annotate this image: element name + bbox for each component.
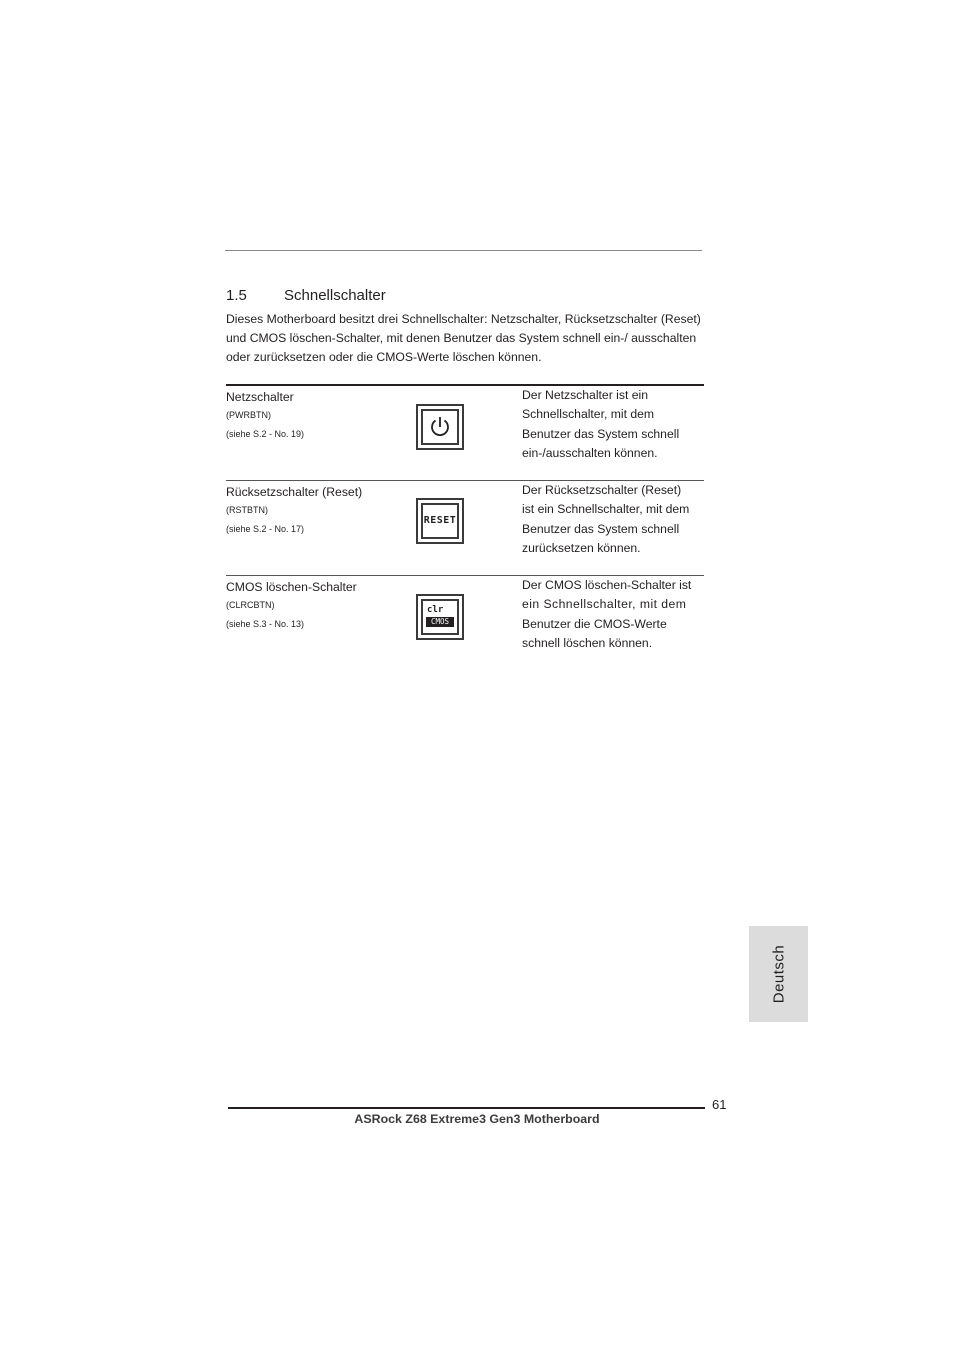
switch-ref: (siehe S.2 - No. 19) bbox=[226, 429, 305, 439]
section-heading bbox=[226, 287, 386, 304]
clear-cmos-icon bbox=[421, 599, 459, 635]
description-line: Benutzer das System schnell bbox=[522, 521, 680, 536]
switch-code: (PWRBTN) bbox=[226, 410, 271, 420]
top-divider bbox=[225, 250, 702, 251]
description-line: ein Schnellschalter, mit dem bbox=[522, 597, 687, 612]
page-number: 61 bbox=[712, 1097, 727, 1112]
footer-title: ASRock Z68 Extreme3 Gen3 Motherboard bbox=[354, 1112, 600, 1126]
switch-description bbox=[522, 481, 706, 559]
reset-button-graphic bbox=[416, 498, 464, 544]
table-row bbox=[226, 386, 704, 480]
power-icon bbox=[421, 409, 459, 445]
reset-icon bbox=[421, 503, 459, 539]
switch-name: Netzschalter bbox=[226, 390, 294, 404]
cmos-label: CMOS bbox=[426, 617, 454, 627]
description-line: schnell löschen können. bbox=[522, 636, 653, 651]
switch-name: Rücksetzschalter (Reset) bbox=[226, 485, 363, 499]
description-line: Schnellschalter, mit dem bbox=[522, 407, 655, 422]
switch-ref: (siehe S.2 - No. 17) bbox=[226, 524, 305, 534]
description-line: ein-/ausschalten können. bbox=[522, 446, 658, 461]
switch-ref: (siehe S.3 - No. 13) bbox=[226, 619, 305, 629]
switch-description bbox=[522, 386, 706, 464]
language-tab-label: Deutsch bbox=[770, 944, 787, 1004]
language-tab bbox=[749, 926, 808, 1022]
switch-code: (RSTBTN) bbox=[226, 505, 268, 515]
reset-icon-label: RESET bbox=[423, 515, 457, 526]
section-number: 1.5 bbox=[226, 287, 247, 304]
section-title: Schnellschalter bbox=[284, 287, 386, 304]
clear-cmos-button-graphic bbox=[416, 594, 464, 640]
switch-code: (CLRCBTN) bbox=[226, 600, 275, 610]
table-row bbox=[226, 480, 704, 575]
table-row bbox=[226, 575, 704, 670]
clr-label: clr bbox=[427, 605, 444, 615]
intro-paragraph: Dieses Motherboard besitzt drei Schnellschalter: Netzschalter, Rücksetzschalter (Reset) und CMOS löschen-Schalter, mit denen Benutzer das System schnell ein-/ ausschalten oder zurücksetzen oder die CMOS-Werte löschen können. bbox=[226, 312, 701, 364]
description-line: ist ein Schnellschalter, mit dem bbox=[522, 502, 690, 517]
power-button-graphic bbox=[416, 404, 464, 450]
footer-divider bbox=[228, 1107, 705, 1109]
switch-description bbox=[522, 576, 706, 654]
description-line: zurücksetzen können. bbox=[522, 541, 641, 556]
description-line: Der Rücksetzschalter (Reset) bbox=[522, 483, 682, 497]
description-line: Der CMOS löschen-Schalter ist bbox=[522, 578, 692, 592]
description-line: Der Netzschalter ist ein bbox=[522, 388, 648, 402]
description-line: Benutzer das System schnell bbox=[522, 426, 680, 441]
switch-table bbox=[226, 384, 704, 670]
description-line: Benutzer die CMOS-Werte bbox=[522, 616, 667, 631]
switch-name: CMOS löschen-Schalter bbox=[226, 580, 357, 594]
